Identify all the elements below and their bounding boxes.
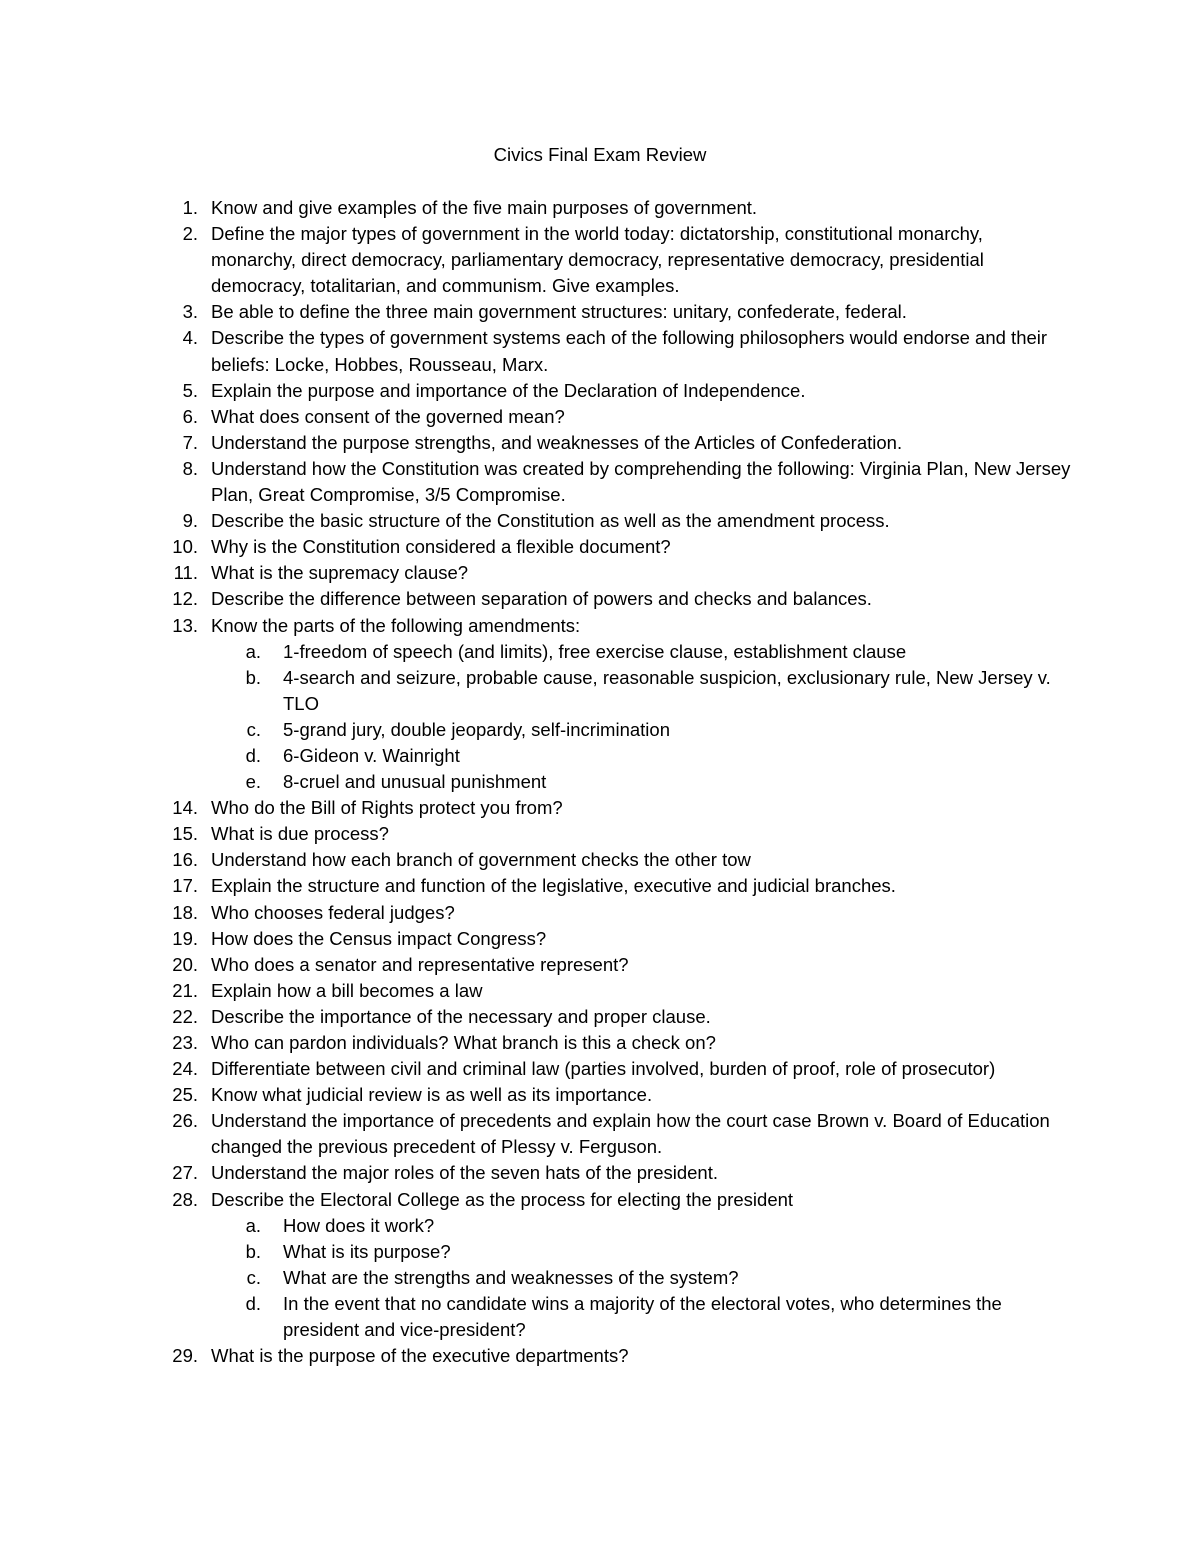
sublist-letter: d. (245, 1292, 261, 1314)
item-number: 11. (173, 562, 198, 584)
electoral-college-sublist (0, 1213, 1200, 1343)
item-text: Describe the importance of the necessary and proper clause. (211, 1005, 711, 1027)
item-number: 21. (172, 979, 198, 1001)
item-number: 12. (172, 588, 198, 610)
list-item (0, 1187, 1200, 1344)
item-text: Know the parts of the following amendments: (211, 614, 581, 636)
item-text: Understand how the Constitution was created by comprehending the following: Virginia Plan, New Jersey Plan, Great Compromise, 3/5 Compromise. (211, 457, 1071, 506)
item-text: Understand the purpose strengths, and weaknesses of the Articles of Confederation. (211, 431, 903, 453)
sublist-item (0, 717, 1200, 743)
item-text: Describe the difference between separation of powers and checks and balances. (211, 588, 872, 610)
item-number: 25. (172, 1084, 198, 1106)
item-text: Why is the Constitution considered a flexible document? (211, 536, 671, 558)
list-item (0, 952, 1200, 978)
item-text: Who do the Bill of Rights protect you from? (211, 797, 563, 819)
item-number: 10. (172, 536, 198, 558)
sublist-text: 4-search and seizure, probable cause, reasonable suspicion, exclusionary rule, New Jersey v. TLO (283, 666, 1051, 714)
list-item (0, 508, 1200, 534)
item-number: 20. (172, 953, 198, 975)
item-text: Who does a senator and representative represent? (211, 953, 629, 975)
list-item (0, 299, 1200, 325)
item-text: Differentiate between civil and criminal law (parties involved, burden of proof, role of prosecutor) (211, 1058, 996, 1080)
list-item (0, 534, 1200, 560)
item-number: 9. (182, 510, 198, 532)
item-text: What is the purpose of the executive departments? (211, 1345, 629, 1367)
item-number: 29. (172, 1345, 198, 1367)
item-number: 19. (172, 927, 198, 949)
item-number: 8. (182, 457, 198, 479)
sublist-item (0, 1213, 1200, 1239)
item-text: Describe the basic structure of the Constitution as well as the amendment process. (211, 510, 890, 532)
item-text: Define the major types of government in the world today: dictatorship, constitutional monarchy, monarchy, direct democracy, parliamentary democracy, representative democracy, presidential democracy, totalitarian, and communism. Give examples. (211, 223, 984, 297)
list-item (0, 1004, 1200, 1030)
page-title: Civics Final Exam Review (493, 144, 707, 165)
sublist-text: 1-freedom of speech (and limits), free exercise clause, establishment clause (283, 640, 907, 662)
sublist-item (0, 1239, 1200, 1265)
list-item (0, 1108, 1200, 1160)
sublist-text: 5-grand jury, double jeopardy, self-incrimination (283, 718, 670, 740)
sublist-letter: b. (245, 1240, 261, 1262)
sublist-text: In the event that no candidate wins a majority of the electoral votes, who determines the president and vice-president? (283, 1292, 1002, 1341)
sublist-item (0, 1291, 1200, 1343)
sublist-letter: c. (246, 1266, 261, 1288)
item-text: Describe the Electoral College as the process for electing the president (211, 1188, 794, 1210)
list-item (0, 978, 1200, 1004)
list-item (0, 1082, 1200, 1108)
sublist-letter: a. (245, 1214, 261, 1236)
item-number: 16. (172, 849, 198, 871)
sublist-letter: d. (245, 744, 261, 766)
sublist-letter: e. (245, 771, 261, 793)
sublist-item (0, 665, 1200, 717)
item-number: 22. (172, 1005, 198, 1027)
sublist-text: What are the strengths and weaknesses of the system? (283, 1266, 739, 1288)
item-text: Be able to define the three main government structures: unitary, confederate, federal. (211, 301, 907, 323)
list-item (0, 378, 1200, 404)
sublist-text: What is its purpose? (283, 1240, 451, 1262)
sublist-item (0, 769, 1200, 795)
item-text: Describe the types of government systems each of the following philosophers would endorse and their beliefs: Locke, Hobbes, Rousseau, Marx. (211, 327, 1048, 375)
item-text: Explain how a bill becomes a law (211, 979, 483, 1001)
sublist-text: 6-Gideon v. Wainright (283, 744, 460, 766)
list-item (0, 221, 1200, 299)
item-number: 28. (172, 1188, 198, 1210)
sublist-text: How does it work? (283, 1214, 435, 1236)
item-number: 14. (172, 797, 198, 819)
item-number: 17. (172, 875, 198, 897)
item-text: Explain the structure and function of the legislative, executive and judicial branches. (211, 875, 896, 897)
amendments-sublist (0, 639, 1200, 796)
list-item (0, 900, 1200, 926)
item-number: 26. (172, 1110, 198, 1132)
list-item (0, 926, 1200, 952)
list-item (0, 404, 1200, 430)
list-item (0, 821, 1200, 847)
item-number: 6. (182, 405, 198, 427)
list-item (0, 560, 1200, 586)
item-number: 4. (182, 327, 198, 349)
item-number: 18. (172, 901, 198, 923)
item-text: Know what judicial review is as well as its importance. (211, 1084, 653, 1106)
item-number: 15. (172, 823, 198, 845)
sublist-text: 8-cruel and unusual punishment (283, 771, 547, 793)
item-text: Understand the importance of precedents and explain how the court case Brown v. Board of Education changed the previous precedent of Plessy v. Ferguson. (211, 1110, 1050, 1158)
sublist-letter: c. (246, 718, 261, 740)
sublist-item (0, 743, 1200, 769)
item-number: 2. (182, 223, 198, 245)
item-text: Who chooses federal judges? (211, 901, 455, 923)
item-number: 1. (182, 197, 198, 218)
sublist-letter: b. (245, 666, 261, 688)
sublist-item (0, 1265, 1200, 1291)
item-text: What is the supremacy clause? (211, 562, 469, 584)
item-number: 27. (172, 1162, 198, 1184)
item-number: 3. (182, 301, 198, 323)
item-text: Understand how each branch of government checks the other tow (211, 849, 751, 871)
item-text: Explain the purpose and importance of the Declaration of Independence. (211, 379, 806, 401)
list-item (0, 1030, 1200, 1056)
list-item (0, 586, 1200, 612)
item-number: 24. (172, 1058, 198, 1080)
item-number: 7. (182, 431, 198, 453)
list-item (0, 1343, 1200, 1369)
list-item (0, 873, 1200, 899)
item-text: Who can pardon individuals? What branch is this a check on? (211, 1032, 716, 1053)
item-number: 23. (172, 1032, 198, 1053)
list-item (0, 195, 1200, 221)
list-item (0, 325, 1200, 377)
list-item (0, 456, 1200, 508)
list-item (0, 430, 1200, 456)
sublist-letter: a. (245, 640, 261, 662)
item-text: What does consent of the governed mean? (211, 405, 565, 427)
list-item (0, 1160, 1200, 1186)
list-item (0, 613, 1200, 796)
item-text: Understand the major roles of the seven hats of the president. (211, 1162, 718, 1184)
item-text: What is due process? (211, 823, 389, 845)
item-text: How does the Census impact Congress? (211, 927, 547, 949)
item-number: 13. (172, 614, 198, 636)
review-question-list (0, 195, 1200, 1369)
list-item (0, 795, 1200, 821)
item-text: Know and give examples of the five main purposes of government. (211, 197, 758, 218)
sublist-item (0, 639, 1200, 665)
list-item (0, 847, 1200, 873)
item-number: 5. (182, 379, 198, 401)
list-item (0, 1056, 1200, 1082)
